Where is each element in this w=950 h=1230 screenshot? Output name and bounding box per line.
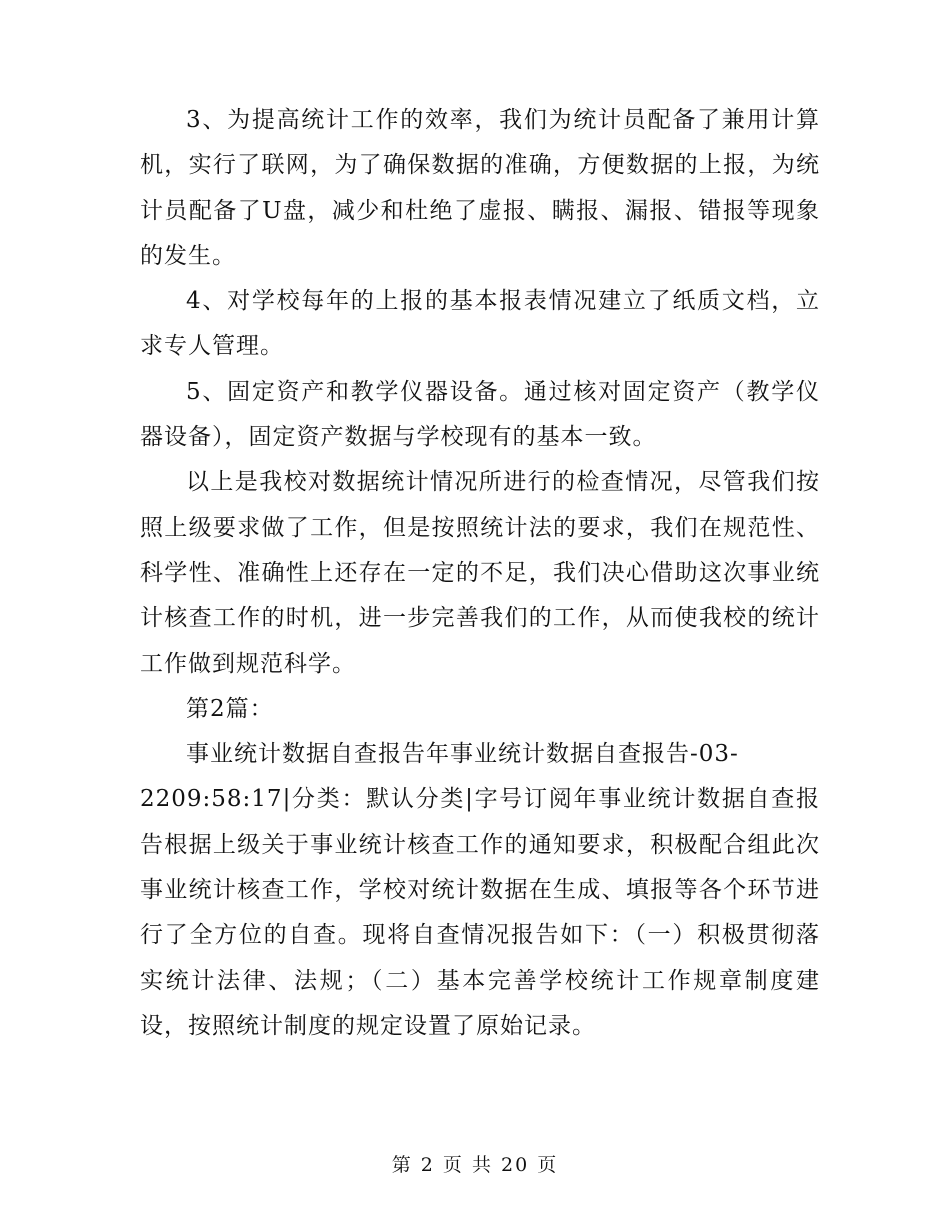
page-number-footer: 第 2 页 共 20 页 (391, 1154, 559, 1176)
paragraph-item-4: 4、对学校每年的上报的基本报表情况建立了纸质文档，立求专人管理。 (140, 288, 820, 360)
report-title-line: 事业统计数据自查报告年事业统计数据自查报告-03- (186, 741, 739, 768)
document-body (140, 98, 820, 1049)
paragraph-summary: 以上是我校对数据统计情况所进行的检查情况，尽管我们按照上级要求做了工作，但是按照统计法的要求，我们在规范性、科学性、准确性上还存在一定的不足，我们决心借助这次事业统计核查工作的时机，进一步完善我们的工作，从而使我校的统计工作做到规范科学。 (140, 469, 820, 677)
paragraph-item-3: 3、为提高统计工作的效率，我们为统计员配备了兼用计算机，实行了联网，为了确保数据的准确，方便数据的上报，为统计员配备了U盘，减少和杜绝了虚报、瞒报、漏报、错报等现象的发生。 (140, 107, 820, 269)
section-heading-part-2: 第2篇： (186, 695, 274, 722)
report-body-paragraph: 2209:58:17|分类：默认分类|字号订阅年事业统计数据自查报告根据上级关于事业统计核查工作的通知要求，积极配合组此次事业统计核查工作，学校对统计数据在生成、填报等各个环节进行了全方位的自查。现将自查情况报告如下：（一）积极贯彻落实统计法律、法规；（二）基本完善学校统计工作规章制度建设，按照统计制度的规定设置了原始记录。 (140, 786, 820, 1039)
paragraph-item-5: 5、固定资产和教学仪器设备。通过核对固定资产（教学仪器设备），固定资产数据与学校现有的基本一致。 (140, 378, 820, 451)
